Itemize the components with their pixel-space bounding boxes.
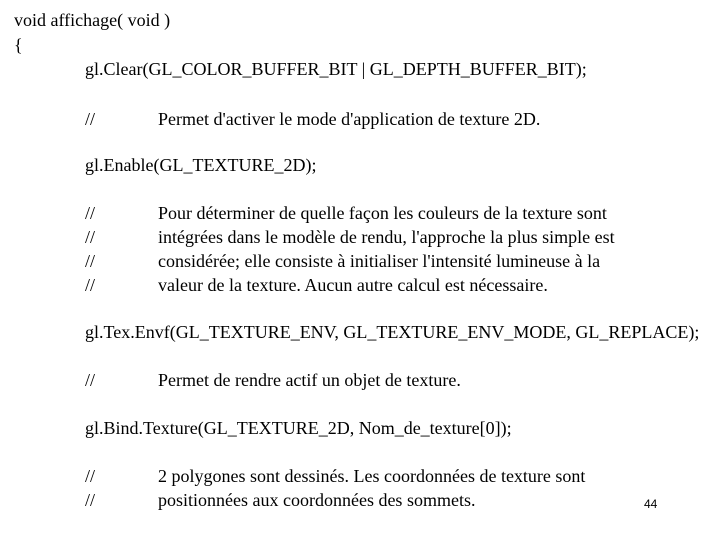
comment-line: intégrées dans le modèle de rendu, l'approche la plus simple est: [158, 227, 615, 247]
comment-line: Permet d'activer le mode d'application de texture 2D.: [158, 109, 541, 129]
comment-marker: //: [85, 227, 96, 247]
open-brace: {: [14, 35, 23, 55]
page-number: 44: [644, 497, 658, 511]
gl-texenvf-call: gl.Tex.Envf(GL_TEXTURE_ENV, GL_TEXTURE_ENV_MODE, GL_REPLACE);: [85, 322, 700, 342]
gl-enable-call: gl.Enable(GL_TEXTURE_2D);: [85, 155, 317, 175]
comment-line: Permet de rendre actif un objet de texture.: [158, 370, 461, 390]
comment-marker: //: [85, 490, 96, 510]
gl-clear-call: gl.Clear(GL_COLOR_BUFFER_BIT | GL_DEPTH_BUFFER_BIT);: [85, 59, 587, 79]
comment-marker: //: [85, 466, 96, 486]
comment-line: valeur de la texture. Aucun autre calcul est nécessaire.: [158, 275, 548, 295]
comment-marker: //: [85, 109, 96, 129]
comment-marker: //: [85, 203, 96, 223]
comment-marker: //: [85, 251, 96, 271]
function-signature: void affichage( void ): [14, 10, 171, 30]
comment-line: Pour déterminer de quelle façon les couleurs de la texture sont: [158, 203, 607, 223]
comment-marker: //: [85, 275, 96, 295]
comment-marker: //: [85, 370, 96, 390]
comment-line: positionnées aux coordonnées des sommets.: [158, 490, 476, 510]
gl-bindtexture-call: gl.Bind.Texture(GL_TEXTURE_2D, Nom_de_texture[0]);: [85, 418, 512, 438]
comment-line: considérée; elle consiste à initialiser l'intensité lumineuse à la: [158, 251, 601, 271]
comment-line: 2 polygones sont dessinés. Les coordonnées de texture sont: [158, 466, 586, 486]
